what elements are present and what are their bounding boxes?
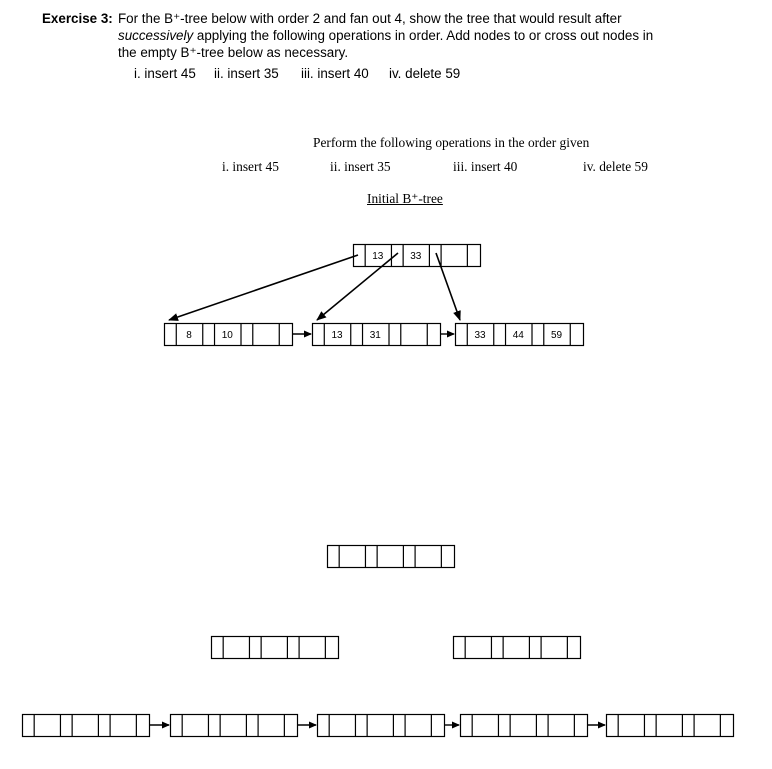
initial-tree-title: Initial B⁺-tree bbox=[367, 191, 443, 206]
initial-root-node bbox=[354, 245, 481, 267]
exercise-line-3: the empty B⁺-tree below as necessary. bbox=[118, 45, 349, 60]
node-key: 44 bbox=[512, 330, 524, 341]
figure-op-1: i. insert 45 bbox=[222, 159, 279, 174]
node-key: 13 bbox=[331, 330, 343, 341]
exercise-op-3: iii. insert 40 bbox=[301, 66, 369, 81]
exercise-label: Exercise 3: bbox=[42, 11, 113, 26]
figure-op-3: iii. insert 40 bbox=[453, 159, 518, 174]
exercise-op-4: iv. delete 59 bbox=[389, 66, 461, 81]
empty-leaf-node bbox=[607, 715, 734, 737]
node-key: 33 bbox=[410, 251, 422, 262]
node-key: 31 bbox=[369, 330, 381, 341]
initial-leaf-node bbox=[313, 324, 441, 346]
node-key: 59 bbox=[550, 330, 563, 341]
figure-op-4: iv. delete 59 bbox=[583, 159, 648, 174]
node-key: 10 bbox=[221, 330, 233, 341]
initial-leaf-node bbox=[456, 324, 584, 346]
node-key: 8 bbox=[186, 330, 192, 341]
initial-tree bbox=[165, 245, 584, 346]
initial-leaf-node bbox=[165, 324, 293, 346]
figure-op-2: ii. insert 35 bbox=[330, 159, 391, 174]
exercise-line-1: For the B⁺-tree below with order 2 and fan out 4, show the tree that would result after bbox=[118, 11, 622, 26]
figure-header: Perform the following operations in the order given bbox=[313, 135, 590, 150]
empty-root-node bbox=[328, 546, 455, 568]
empty-leaf-node bbox=[23, 715, 150, 737]
exercise-op-2: ii. insert 35 bbox=[214, 66, 279, 81]
node-key: 33 bbox=[474, 330, 486, 341]
exercise-italic-word: successively bbox=[118, 28, 194, 43]
empty-leaf-node bbox=[318, 715, 445, 737]
empty-internal-node bbox=[454, 637, 581, 659]
exercise-line-2-rest: applying the following operations in order. Add nodes to or cross out nodes in bbox=[193, 28, 654, 43]
empty-tree bbox=[23, 546, 734, 737]
node-key: 13 bbox=[372, 251, 384, 262]
exercise-op-1: i. insert 45 bbox=[134, 66, 196, 81]
empty-leaf-node bbox=[171, 715, 298, 737]
empty-internal-node bbox=[212, 637, 339, 659]
empty-leaf-node bbox=[461, 715, 588, 737]
